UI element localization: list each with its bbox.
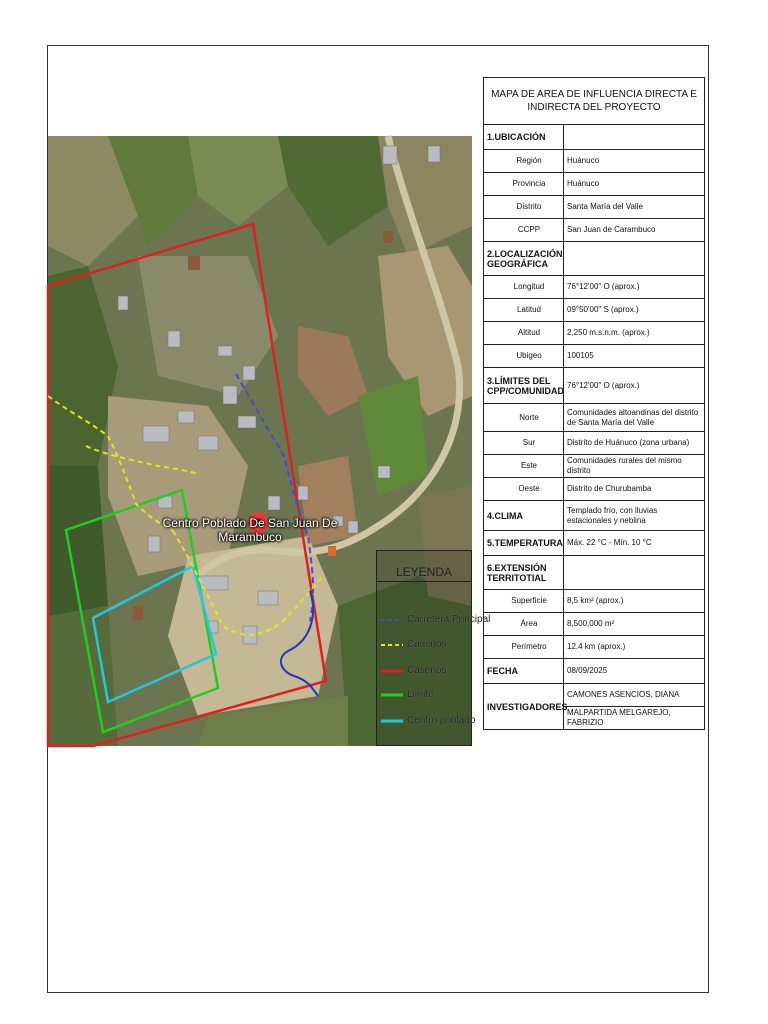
row-value: San Juan de Carambuco xyxy=(564,219,705,242)
table-row xyxy=(484,556,705,590)
table-title: MAPA DE AREA DE INFLUENCIA DIRECTA E INDIRECTA DEL PROYECTO xyxy=(484,78,705,125)
legend-item-caminos xyxy=(381,638,473,654)
table-row xyxy=(484,299,705,322)
table-row xyxy=(484,276,705,299)
map-legend xyxy=(376,550,491,746)
row-value: Distrito de Churubamba xyxy=(564,478,705,501)
row-label: Latitud xyxy=(484,299,564,322)
row-value: MALPARTIDA MELGAREJO, FABRIZIO xyxy=(564,707,705,730)
row-label: Oeste xyxy=(484,478,564,501)
row-label: Distrito xyxy=(484,196,564,219)
legend-item-carretera xyxy=(381,613,491,629)
table-row xyxy=(484,659,705,684)
section-limites: 3.LÍMITES DEL CPP/COMUNIDAD xyxy=(484,368,564,404)
row-label: Región xyxy=(484,150,564,173)
table-row xyxy=(484,455,705,478)
table-row xyxy=(484,684,705,707)
row-value: Comunidades rurales del mismo distrito xyxy=(564,455,705,478)
legend-label: Caminos xyxy=(407,639,447,650)
table-row xyxy=(484,404,705,432)
section-clima: 4.CLIMA xyxy=(484,501,564,531)
row-label: Este xyxy=(484,455,564,478)
row-value: CAMONES ASENCIOS, DIANA xyxy=(564,684,705,707)
legend-item-limite xyxy=(381,688,473,704)
solid-line-icon xyxy=(381,717,403,725)
legend-label: Caserios xyxy=(407,665,447,676)
table-row xyxy=(484,345,705,368)
table-row xyxy=(484,242,705,276)
table-row xyxy=(484,219,705,242)
dashed-line-icon xyxy=(381,641,403,649)
dashed-line-icon xyxy=(381,616,403,624)
row-value: 76°12'00" O (aprox.) xyxy=(564,276,705,299)
table-row xyxy=(484,196,705,219)
table-row xyxy=(484,432,705,455)
table-row xyxy=(484,368,705,404)
project-info-table xyxy=(483,77,705,730)
section-ubicacion: 1.UBICACIÓN xyxy=(484,125,564,150)
row-label: Longitud xyxy=(484,276,564,299)
section-localizacion: 2.LOCALIZACIÓN GEOGRÁFICA xyxy=(484,242,564,276)
row-label: Ubigeo xyxy=(484,345,564,368)
section-temperatura: 5.TEMPERATURA xyxy=(484,531,564,556)
satellite-map[interactable] xyxy=(48,136,491,746)
legend-label: Limite xyxy=(407,689,434,700)
table-row xyxy=(484,150,705,173)
row-value: 100105 xyxy=(564,345,705,368)
table-row xyxy=(484,478,705,501)
table-row xyxy=(484,78,705,125)
row-label: Provincia xyxy=(484,173,564,196)
row-value: Templado frío, con lluvias estacionales y neblina xyxy=(564,501,705,531)
row-value: 8,500,000 m² xyxy=(564,613,705,636)
row-value: Santa María del Valle xyxy=(564,196,705,219)
table-row xyxy=(484,173,705,196)
legend-item-centro-poblado xyxy=(381,714,476,730)
row-value: Huánuco xyxy=(564,173,705,196)
table-row xyxy=(484,531,705,556)
solid-line-icon xyxy=(381,691,403,699)
row-value: Comunidades altoandinas del distrito de Santa María del Valle xyxy=(564,404,705,432)
table-row xyxy=(484,322,705,345)
row-value: 08/09/2025 xyxy=(564,659,705,684)
row-value: 8,5 km² (aprox.) xyxy=(564,590,705,613)
row-value: 12.4 km (aprox.) xyxy=(564,636,705,659)
legend-label: Carretera Principal xyxy=(407,614,491,625)
row-value: Máx. 22 °C - Mín. 10 °C xyxy=(564,531,705,556)
row-value: 76°12'00" O (aprox.) xyxy=(564,368,705,404)
row-label: Sur xyxy=(484,432,564,455)
row-value: Distrito de Huánuco (zona urbana) xyxy=(564,432,705,455)
table-row xyxy=(484,125,705,150)
section-fecha: FECHA xyxy=(484,659,564,684)
section-investigadores: INVESTIGADORES xyxy=(484,684,564,730)
table-row xyxy=(484,501,705,531)
section-extension: 6.EXTENSIÓN TERRITOTIAL xyxy=(484,556,564,590)
row-label: Perímetro xyxy=(484,636,564,659)
legend-label: Centro poblado xyxy=(407,715,476,726)
row-label: Área xyxy=(484,613,564,636)
legend-title: LEYENDA xyxy=(377,551,471,582)
place-label: Centro Poblado De San Juan De Marambuco xyxy=(162,516,338,544)
legend-item-caserios xyxy=(381,664,473,680)
row-value: Huánuco xyxy=(564,150,705,173)
table-row xyxy=(484,636,705,659)
table-row xyxy=(484,613,705,636)
row-label: Altitud xyxy=(484,322,564,345)
row-label: CCPP xyxy=(484,219,564,242)
row-label: Norte xyxy=(484,404,564,432)
row-label: Superficie xyxy=(484,590,564,613)
solid-line-icon xyxy=(381,667,403,675)
table-row xyxy=(484,590,705,613)
row-value: 09°50'00" S (aprox.) xyxy=(564,299,705,322)
row-value: 2,250 m.s.n.m. (aprox.) xyxy=(564,322,705,345)
